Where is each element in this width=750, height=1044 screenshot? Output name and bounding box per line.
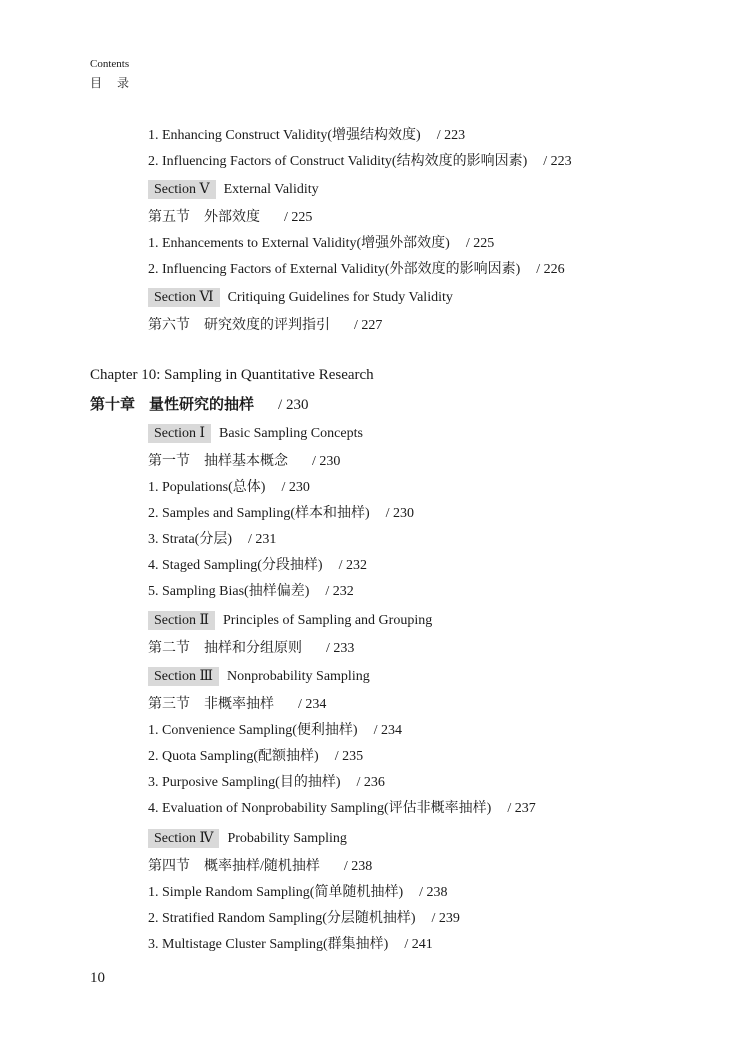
section-heading-zh bbox=[148, 693, 326, 713]
chapter-label-zh: 第十章 bbox=[90, 397, 136, 413]
toc-item bbox=[148, 933, 433, 953]
section-title-zh: 概率抽样/随机抽样 bbox=[204, 859, 320, 874]
toc-item-page: / 237 bbox=[507, 801, 536, 816]
section-title-zh: 非概率抽样 bbox=[204, 697, 274, 712]
toc-item-title: 2. Samples and Sampling(样本和抽样) bbox=[148, 506, 370, 521]
section-page: / 234 bbox=[298, 697, 327, 712]
toc-item-title: 3. Strata(分层) bbox=[148, 532, 232, 547]
toc-item bbox=[148, 124, 465, 144]
toc-item-page: / 231 bbox=[247, 532, 277, 547]
toc-item-title: 1. Convenience Sampling(便利抽样) bbox=[148, 723, 358, 738]
section-label: Section Ⅳ bbox=[148, 829, 219, 848]
section-title-zh: 研究效度的评判指引 bbox=[204, 318, 330, 333]
toc-item bbox=[148, 580, 354, 600]
toc-item-page: / 226 bbox=[536, 262, 565, 277]
running-header-zh: 目 录 bbox=[90, 76, 136, 90]
toc-item-page: / 236 bbox=[356, 775, 385, 790]
section-label-zh: 第五节 bbox=[148, 210, 190, 225]
toc-item-page: / 238 bbox=[419, 885, 448, 900]
chapter-name-zh: 量性研究的抽样 bbox=[149, 397, 255, 413]
toc-item-title: 3. Multistage Cluster Sampling(群集抽样) bbox=[148, 937, 389, 952]
running-header-en: Contents bbox=[90, 58, 130, 70]
section-heading bbox=[148, 424, 363, 443]
section-title: Probability Sampling bbox=[227, 831, 347, 846]
section-title: External Validity bbox=[223, 182, 319, 197]
toc-item-page: / 241 bbox=[404, 937, 433, 952]
section-label: Section Ⅴ bbox=[148, 180, 216, 199]
toc-item bbox=[148, 476, 310, 496]
chapter-page: / 230 bbox=[278, 397, 309, 413]
section-title-zh: 外部效度 bbox=[204, 210, 260, 225]
section-heading-zh bbox=[148, 637, 354, 657]
toc-item-title: 1. Simple Random Sampling(简单随机抽样) bbox=[148, 885, 404, 900]
section-page: / 227 bbox=[354, 318, 383, 333]
section-label: Section Ⅲ bbox=[148, 667, 219, 686]
toc-item-title: 2. Stratified Random Sampling(分层随机抽样) bbox=[148, 911, 416, 926]
toc-item-title: 2. Influencing Factors of Construct Validity(结构效度的影响因素) bbox=[148, 154, 528, 169]
section-label: Section Ⅵ bbox=[148, 288, 220, 307]
page-number: 10 bbox=[90, 970, 105, 986]
chapter-title-zh bbox=[90, 393, 308, 414]
chapter-title-en: Chapter 10: Sampling in Quantitative Research bbox=[90, 367, 374, 383]
toc-item-title: 4. Staged Sampling(分段抽样) bbox=[148, 558, 323, 573]
toc-item-page: / 232 bbox=[338, 558, 367, 573]
section-heading-zh bbox=[148, 450, 340, 470]
toc-item bbox=[148, 232, 494, 252]
toc-item-title: 1. Enhancing Construct Validity(增强结构效度) bbox=[148, 128, 421, 143]
toc-item bbox=[148, 502, 414, 522]
toc-item-title: 2. Quota Sampling(配额抽样) bbox=[148, 749, 319, 764]
section-label-zh: 第四节 bbox=[148, 859, 190, 874]
toc-item bbox=[148, 528, 276, 548]
section-page: / 230 bbox=[312, 454, 341, 469]
toc-item-page: / 225 bbox=[465, 236, 495, 251]
section-title: Critiquing Guidelines for Study Validity bbox=[227, 290, 453, 305]
section-heading-zh bbox=[148, 855, 372, 875]
toc-item-title: 1. Enhancements to External Validity(增强外部效度) bbox=[148, 236, 450, 251]
section-label-zh: 第一节 bbox=[148, 454, 190, 469]
toc-item bbox=[148, 881, 448, 901]
toc-item bbox=[148, 745, 363, 765]
section-label-zh: 第三节 bbox=[148, 697, 190, 712]
section-label-zh: 第二节 bbox=[148, 641, 190, 656]
section-label-zh: 第六节 bbox=[148, 318, 190, 333]
section-label: Section Ⅰ bbox=[148, 424, 211, 443]
section-title: Basic Sampling Concepts bbox=[219, 426, 363, 441]
toc-item-page: / 230 bbox=[385, 506, 415, 521]
toc-item-title: 3. Purposive Sampling(目的抽样) bbox=[148, 775, 341, 790]
toc-item bbox=[148, 907, 460, 927]
section-heading-zh bbox=[148, 314, 382, 334]
section-heading bbox=[148, 180, 319, 199]
section-title-zh: 抽样和分组原则 bbox=[204, 641, 302, 656]
section-label: Section Ⅱ bbox=[148, 611, 215, 630]
toc-item-title: 5. Sampling Bias(抽样偏差) bbox=[148, 584, 310, 599]
toc-item bbox=[148, 719, 402, 739]
section-page: / 233 bbox=[326, 641, 355, 656]
toc-item-page: / 235 bbox=[334, 749, 364, 764]
toc-item bbox=[148, 797, 536, 817]
toc-item-title: 4. Evaluation of Nonprobability Sampling(评估非概率抽样) bbox=[148, 801, 492, 816]
toc-item-title: 1. Populations(总体) bbox=[148, 480, 266, 495]
toc-item-title: 2. Influencing Factors of External Validity(外部效度的影响因素) bbox=[148, 262, 521, 277]
toc-item-page: / 230 bbox=[281, 480, 310, 495]
toc-item bbox=[148, 554, 367, 574]
section-title-zh: 抽样基本概念 bbox=[204, 454, 288, 469]
section-title: Principles of Sampling and Grouping bbox=[223, 613, 433, 628]
section-heading bbox=[148, 288, 453, 307]
section-title: Nonprobability Sampling bbox=[227, 669, 370, 684]
toc-item-page: / 234 bbox=[373, 723, 402, 738]
toc-item bbox=[148, 258, 565, 278]
toc-item-page: / 223 bbox=[436, 128, 466, 143]
section-heading-zh bbox=[148, 206, 312, 226]
section-heading bbox=[148, 829, 347, 848]
toc-item-page: / 232 bbox=[325, 584, 354, 599]
toc-item-page: / 239 bbox=[431, 911, 460, 926]
section-page: / 225 bbox=[284, 210, 313, 225]
toc-item bbox=[148, 150, 572, 170]
section-page: / 238 bbox=[343, 859, 373, 874]
toc-item-page: / 223 bbox=[543, 154, 572, 169]
section-heading bbox=[148, 611, 432, 630]
toc-item bbox=[148, 771, 385, 791]
section-heading bbox=[148, 667, 370, 686]
